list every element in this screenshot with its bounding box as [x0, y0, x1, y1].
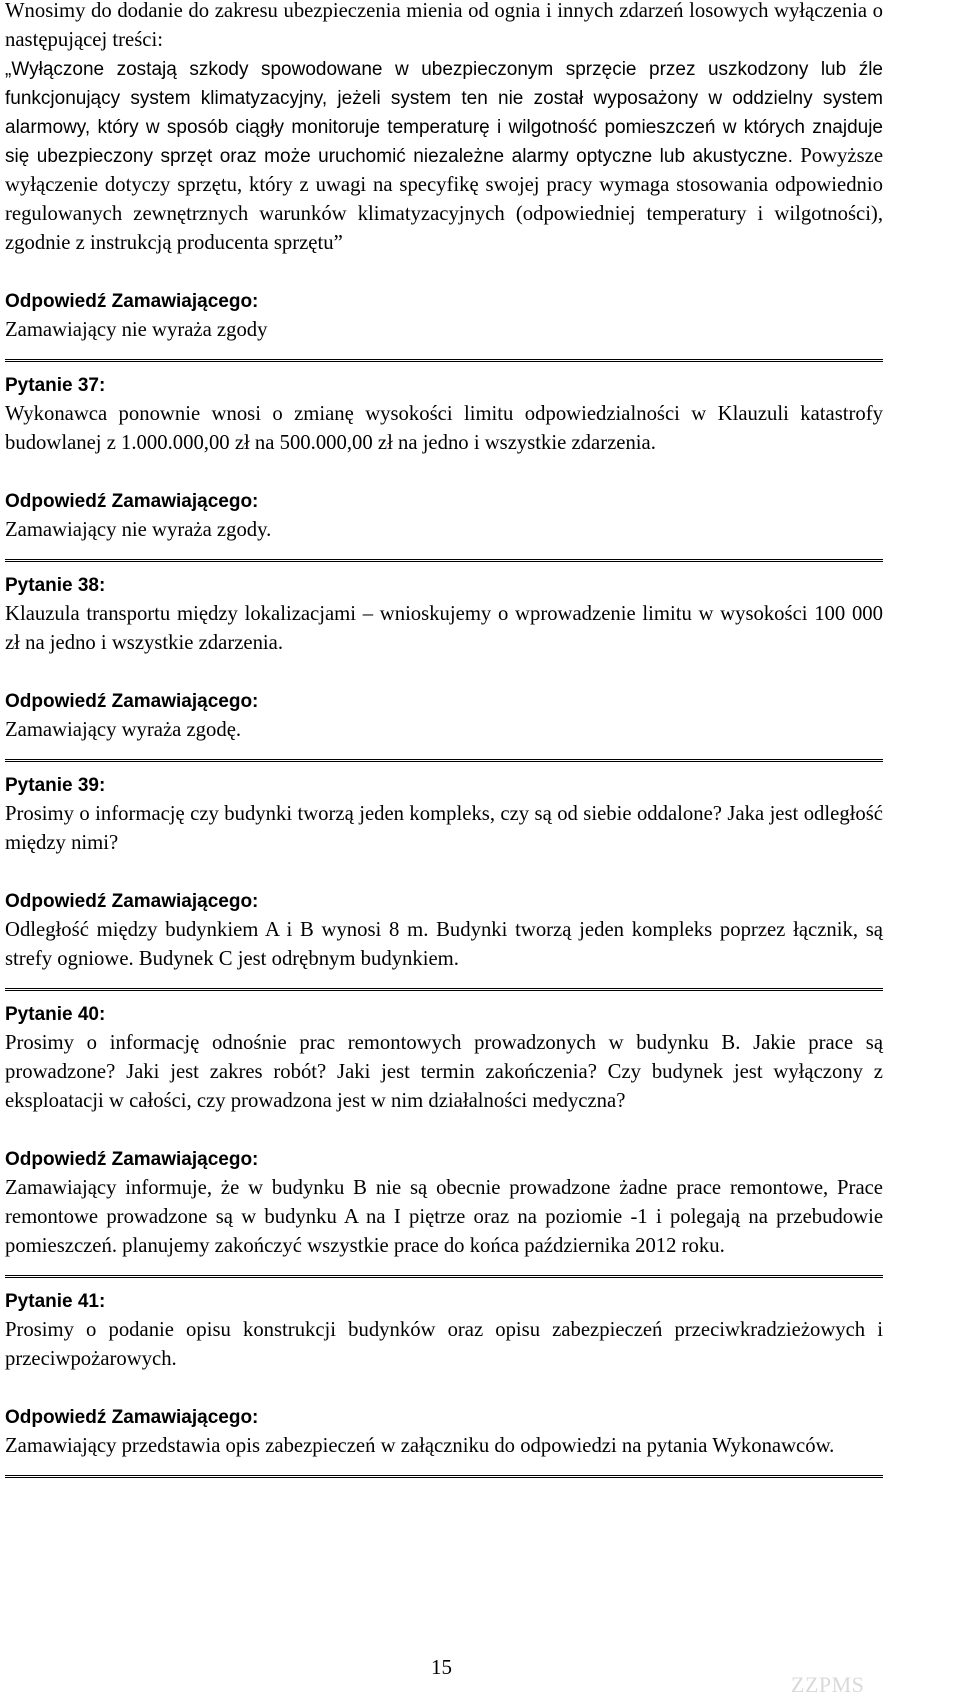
question-text: Prosimy o informację czy budynki tworzą jeden kompleks, czy są od siebie oddalone? Jaka jest odległość między nimi?	[5, 803, 883, 854]
watermark: ZZPMS	[791, 1672, 865, 1697]
answer-text: Zamawiający wyraża zgodę.	[5, 719, 242, 741]
exclusion-text-part2: Powyższe wyłączenie dotyczy sprzętu, który z uwagi na specyfikę swojej pracy wymaga stosowania odpowiednio regulowanych zewnętrznych warunków klimatyzacyjnych (odpowiedniej temperatury i wilgotności), zgodnie z instrukcją producenta sprzętu”	[5, 145, 883, 254]
exclusion-text-part1: „Wyłączone zostają szkody spowodowane w ubezpieczonym sprzęcie przez uszkodzony lub źle funkcjonujący system klimatyzacyjny, jeżeli system ten nie został wyposażony w oddzielny system alarmowy, który w sposób ciągły monitoruje temperaturę i wilgotność pomieszczeń w których znajduje się ubezpieczony sprzęt oraz może uruchomić niezależne alarmy optyczne lub akustyczne.	[5, 59, 883, 167]
question-text: Prosimy o podanie opisu konstrukcji budynków oraz opisu zabezpieczeń przeciwkradzieżowych i przeciwpożarowych.	[5, 1319, 883, 1370]
answer-text: Zamawiający przedstawia opis zabezpieczeń w załączniku do odpowiedzi na pytania Wykonawców.	[5, 1435, 835, 1457]
question-label: Pytanie 39:	[5, 775, 106, 796]
answer-label: Odpowiedź Zamawiającego:	[5, 691, 259, 712]
answer-label: Odpowiedź Zamawiającego:	[5, 891, 259, 912]
document-page	[5, 0, 883, 1478]
question-text: Klauzula transportu między lokalizacjami – wnioskujemy o wprowadzenie limitu w wysokości 100 000 zł na jedno i wszystkie zdarzenia.	[5, 603, 883, 654]
answer-label: Odpowiedź Zamawiającego:	[5, 1149, 259, 1170]
question-text: Wykonawca ponownie wnosi o zmianę wysokości limitu odpowiedzialności w Klauzuli katastrofy budowlanej z 1.000.000,00 zł na 500.000,00 zł na jedno i wszystkie zdarzenia.	[5, 403, 883, 454]
answer-label: Odpowiedź Zamawiającego:	[5, 491, 259, 512]
answer-text: Odległość między budynkiem A i B wynosi 8 m. Budynki tworzą jeden kompleks poprzez łącznik, są strefy ogniowe. Budynek C jest odrębnym budynkiem.	[5, 919, 883, 970]
answer-label: Odpowiedź Zamawiającego:	[5, 291, 259, 312]
question-label: Pytanie 41:	[5, 1291, 106, 1312]
question-text: Prosimy o informację odnośnie prac remontowych prowadzonych w budynku B. Jakie prace są prowadzone? Jaki jest zakres robót? Jaki jest termin zakończenia? Czy budynek jest wyłączony z eksploatacji w całości, czy prowadzona jest w nim działalności medyczna?	[5, 1032, 883, 1112]
question-label: Pytanie 37:	[5, 375, 106, 396]
separator	[5, 1475, 883, 1478]
question-label: Pytanie 38:	[5, 575, 106, 596]
intro-exclusion	[5, 55, 883, 258]
page-number: 15	[431, 1655, 452, 1679]
answer-text: Zamawiający nie wyraża zgody.	[5, 519, 272, 541]
intro-request: Wnosimy do dodanie do zakresu ubezpieczenia mienia od ognia i innych zdarzeń losowych wyłączenia o następującej treści:	[5, 0, 883, 51]
answer-text: Zamawiający nie wyraża zgody	[5, 319, 268, 341]
answer-text: Zamawiający informuje, że w budynku B nie są obecnie prowadzone żadne prace remontowe, Prace remontowe prowadzone są w budynku A na I piętrze oraz na poziomie -1 i polegają na przebudowie pomieszczeń. planujemy zakończyć wszystkie prace do końca października 2012 roku.	[5, 1177, 883, 1257]
question-label: Pytanie 40:	[5, 1004, 106, 1025]
answer-label: Odpowiedź Zamawiającego:	[5, 1407, 259, 1428]
